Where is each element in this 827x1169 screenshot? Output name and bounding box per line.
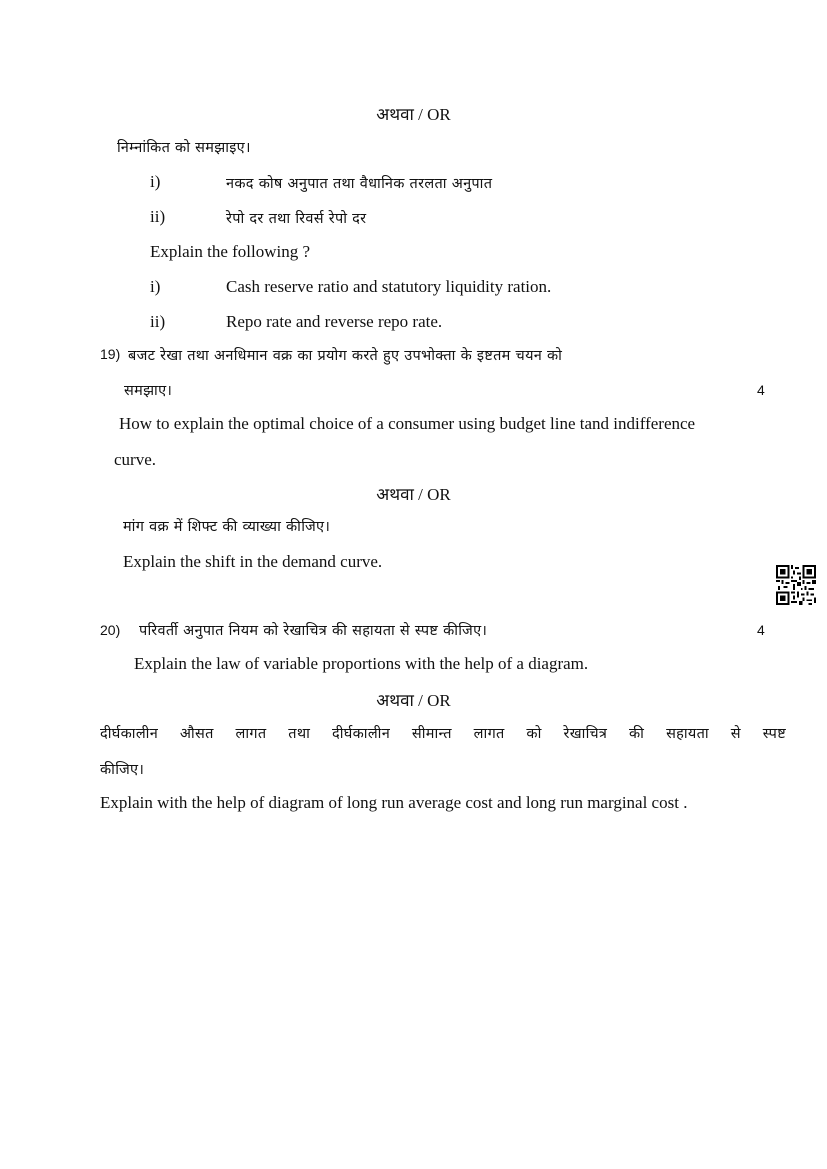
q18-english-item-1-text: Cash reserve ratio and statutory liquidity ration. (226, 277, 552, 296)
q20-alt-hindi-line-2: कीजिए। (100, 762, 145, 778)
q20-marks: 4 (757, 622, 765, 638)
q18-english-intro: Explain the following ? (150, 242, 311, 261)
q19-alt-english: Explain the shift in the demand curve. (123, 552, 383, 571)
q18-hindi-item-1-number: i) (150, 172, 161, 191)
q19-hindi-line-1: बजट रेखा तथा अनधिमान वक्र का प्रयोग करते हुए उपभोक्ता के इष्टतम चयन को (128, 348, 563, 364)
q19-marks: 4 (757, 382, 765, 398)
q18-english-item-2-text: Repo rate and reverse repo rate. (226, 312, 443, 331)
q18-english-item-2-number: ii) (150, 312, 166, 331)
q20-alt-english: Explain with the help of diagram of long run average cost and long run marginal cost . (100, 793, 688, 812)
q19-hindi-line-2: समझाए। (124, 383, 173, 399)
q18-hindi-item-1-text: नकद कोष अनुपात तथा वैधानिक तरलता अनुपात (226, 176, 493, 192)
q20-hindi: परिवर्ती अनुपात नियम को रेखाचित्र की सहायता से स्पष्ट कीजिए। (139, 623, 488, 639)
q18-hindi-item-2-number: ii) (150, 207, 166, 226)
q20-alt-hindi-line-1: दीर्घकालीन औसत लागत तथा दीर्घकालीन सीमान्त लागत को रेखाचित्र की सहायता से स्पष्ट (100, 726, 786, 742)
q19-or-label: अथवा / OR (376, 485, 451, 504)
q20-number: 20) (100, 622, 121, 638)
q20-or-label: अथवा / OR (376, 691, 451, 710)
or-label: अथवा / OR (376, 105, 451, 124)
q19-english-line-2: curve. (114, 450, 157, 469)
q19-english-line-1: How to explain the optimal choice of a consumer using budget line tand indifference (119, 414, 696, 433)
q19-alt-hindi: मांग वक्र में शिफ्ट की व्याख्या कीजिए। (123, 519, 331, 535)
q18-hindi-item-2-text: रेपो दर तथा रिवर्स रेपो दर (226, 211, 367, 227)
q18-english-item-1-number: i) (150, 277, 161, 296)
q20-english: Explain the law of variable proportions with the help of a diagram. (134, 654, 589, 673)
q19-number: 19) (100, 346, 121, 362)
qr-code-icon (776, 565, 816, 605)
q18-hindi-intro: निम्नांकित को समझाइए। (117, 140, 251, 156)
